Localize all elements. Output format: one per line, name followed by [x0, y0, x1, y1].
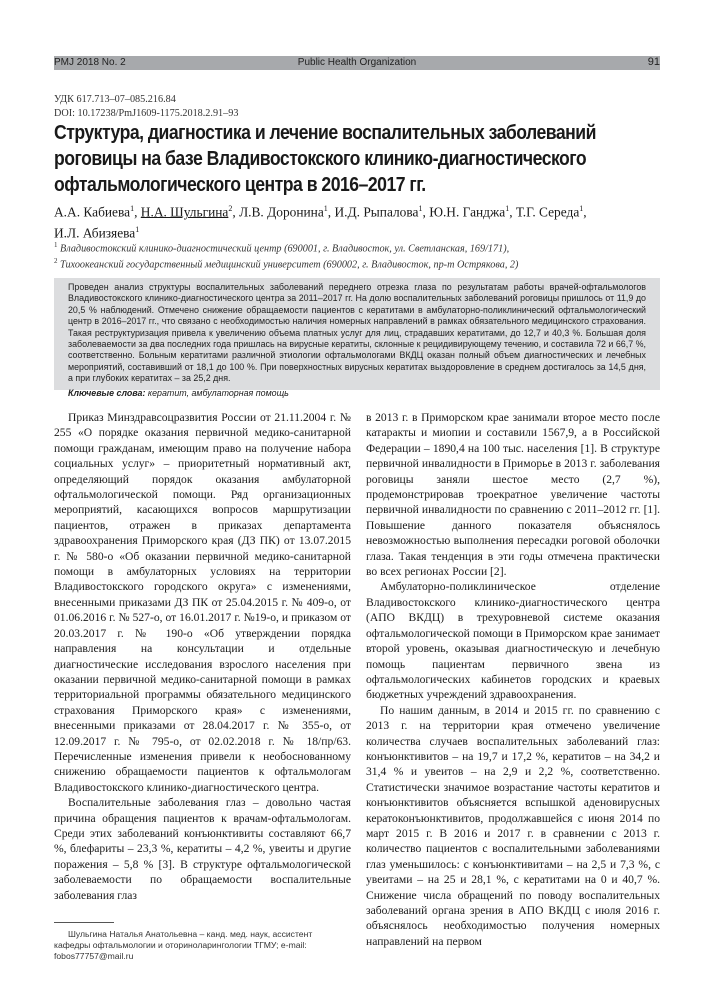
corresponding-author: Н.А. Шульгина: [140, 204, 229, 220]
author: И.Л. Абизяева: [54, 225, 136, 241]
author: А.А. Кабиева: [54, 204, 131, 220]
udk-code: УДК 617.713–07–085.216.84: [54, 94, 176, 105]
doi[interactable]: DOI: 10.17238/PmJ1609-1175.2018.2.91–93: [54, 108, 239, 119]
author-list: А.А. Кабиева$^1$, Н.А. Шульгина$^2$, Л.В. Доронина$^1$, И.Д. Рыпалова$^1$, Ю.Н. Ганджа$^1$, Т.Г. Середа$^1$, И.Л. Абизяева$^1$: [54, 204, 587, 241]
affiliation-mark: 1: [130, 204, 135, 213]
running-header: [54, 56, 660, 70]
affiliation-1: $^1$ Владивостокский клинико-диагностический центр (690001, г. Владивосток, ул. Светланская, 169/171),: [54, 241, 510, 255]
journal-issue: PMJ 2018 No. 2: [54, 57, 126, 68]
affiliation-mark: 1: [505, 204, 510, 213]
abstract-text: Проведен анализ структуры воспалительных заболеваний переднего отрезка глаза по результатам работы врачей-офтальмологов Владивостокского клинико-диагностического центра за 2011–2017 гг. На долю воспалительных заболеваний роговицы пришлось от 11,9 до 20,5 % наблюдений. Отмечено снижение обращаемости пациентов с кератитами в амбулаторно-поликлинический офтальмологический центр в 2016–2017 гг., что связано с необходимостью наличия номерных направлений в рамках обязательного медицинского страхования. Такая реструктуризация привела к увеличению объема платных услуг для лиц, страдавших кератитами, до 12,7 и 40,3 %. Большая доля заболеваемости за два последних года пришлась на вирусные кератиты, склонные к рецидивирующему течению, и составила 72 и 66,7 %, соответственно. Больным кератитами различной этиологии офтальмологами ВКДЦ оказан полный объем диагностических и лечебных мероприятий, составивший от 18,1 до 100 %. При поверхностных вирусных кератитах выздоровление в среднем достигалось за 14,5 дня, а при глубоких кератитах – за 25,2 дня.: [68, 282, 646, 384]
paragraph: По нашим данным, в 2014 и 2015 гг. по сравнению с 2013 г. на территории края отмечено увеличение количества случаев воспалительных заболеваний глаз: конъюнктивитов – на 19,7 и 17,2 %, кератитов – на 34,2 и 31,4 % и увеитов – на 2,9 и 2,2 %, соответственно. Статистически значимое возрастание частоты кератитов и конъюнктивитов объясняется вспышкой аденовирусных кератоконъюнктивитов, продолжавшейся с июня 2014 по март 2015 г. В 2016 и 2017 г. в сравнении с 2013 г. количество пациентов с воспалительными заболеваниями глаз уменьшилось: с конъюнктивитами – на 2,5 и 7,3 %, с увеитами – на 25 и 28,1 %, с кератитами на 0 и 40,7 %. Снижение числа обращений по поводу воспалительных заболеваний органа зрения в АПО ВКДЦ с июля 2016 г. объяснялось необходимостью получения номерных направлений на первом: [366, 703, 660, 948]
footnote-divider: [54, 922, 114, 923]
affiliation-mark: 1: [418, 204, 423, 213]
author: И.Д. Рыпалова: [334, 204, 419, 220]
affiliations: [54, 239, 664, 272]
paragraph: Амбулаторно-поликлиническое отделение Владивостокского клинико-диагностического центра (АПО ВКДЦ) в трехуровневой системе оказания офтальмологической помощи в Приморском крае занимает второй уровень, оказывая диагностическую и лечебную помощь пациентам первичного звена из офтальмологических кабинетов городских и краевых бюджетных учреждений здравоохранения.: [366, 580, 660, 702]
article-identifiers: [54, 93, 238, 121]
affiliation-mark: 2: [228, 204, 233, 213]
section-title: Public Health Organization: [297, 57, 417, 68]
affiliation-mark: 1: [579, 204, 584, 213]
paragraph: в 2013 г. в Приморском крае занимали второе место после катаракты и миопии и составили 1567,9, а в Российской Федерации – 1890,4 на 100 тыс. населения [1]. В структуре первичной инвалидности в Приморье в 2013 г. заболевания роговицы заняли шестое место (2,7 %), продемонстрировав троекратное увеличение частоты первичной инвалидности по сравнению с 2011–2012 гг. [1]. Повышение данного показателя объяснялось невозможностью выполнения пересадки роговой оболочки глаза. Такая тенденция в эти годы отмечена практически во всех регионах России [2].: [366, 411, 660, 579]
affiliation-mark: 1: [323, 204, 328, 213]
affiliation-mark: 1: [54, 241, 58, 249]
affiliation-mark: 1: [135, 225, 140, 235]
paragraph: Воспалительные заболевания глаз – довольно частая причина обращения пациентов к врачам-офтальмологам. Среди этих заболеваний конъюнктивиты составляют 66,7 %, блефариты – 23,3 %, кератиты – 4,2 %, увеиты и другие поражения – 5,8 % [3]. В структуре офтальмологической заболеваемости по обращаемости воспалительные заболевания глаз: [54, 796, 351, 902]
body-column-right: [366, 410, 660, 949]
author: Ю.Н. Ганджа: [429, 204, 506, 220]
affiliation-2: $^2$ Тихоокеанский государственный медицинский университет (690002, г. Владивосток, пр-т Острякова, 2): [54, 257, 519, 271]
paragraph: Приказ Минздравсоцразвития России от 21.11.2004 г. № 255 «О порядке оказания первичной медико-санитарной помощи гражданам, имеющим право на получение набора социальных услуг» – приоритетный нормативный акт, определяющий порядок оказания амбулаторной офтальмологической помощи. Ряд организационных мероприятий, касающихся вопросов маршрутизации пациентов, отражен в приказах департамента здравоохранения Приморского края (ДЗ ПК) от 13.07.2015 г. № 580-о «Об оказании первичной медико-санитарной помощи в амбулаторных условиях на территории Владивостокского городского округа» с изменениями, внесенными приказами ДЗ ПК от 25.04.2015 г. № 409-о, от 01.06.2016 г. № 527-о, от 16.01.2017 г. №19-о, и приказом от 20.03.2017 г. № 190-о «Об утверждении порядка направления на консультации и отдельные диагностические исследования взрослого населения при оказании первичной медико-санитарной помощи в рамках территориальной программы обязательного медицинского страхования Приморского края» с изменениями, внесенными приказами от 28.04.2017 г. № 355-о, от 12.09.2017 г. № 795-о, от 02.02.2018 г. № 18/пр/63. Перечисленные изменения привели к необоснованному снижению обращаемости пациентов к офтальмологам Владивостокского клинико-диагностического центра.: [54, 411, 351, 794]
affiliation-mark: 2: [54, 257, 58, 266]
keywords-label: Ключевые слова:: [68, 387, 146, 398]
keywords-value: кератит, амбулаторная помощь: [147, 387, 289, 398]
article-title: Структура, диагностика и лечение воспалительных заболеваний роговицы на базе Владивостокского клинико-диагностического офтальмологического центра в 2016–2017 гг.: [54, 121, 596, 196]
page-number: 91: [647, 56, 660, 68]
author: Т.Г. Середа: [515, 204, 580, 220]
keywords: [68, 388, 646, 399]
body-column-left: [54, 410, 351, 903]
author: Л.В. Доронина: [239, 204, 324, 220]
author-footnote: Шульгина Наталья Анатольевна – канд. мед. наук, ассистент кафедры офтальмологии и оториноларингологии ТГМУ; e-mail: fobos77757@mail.ru: [54, 929, 313, 961]
abstract-box: [54, 278, 660, 398]
